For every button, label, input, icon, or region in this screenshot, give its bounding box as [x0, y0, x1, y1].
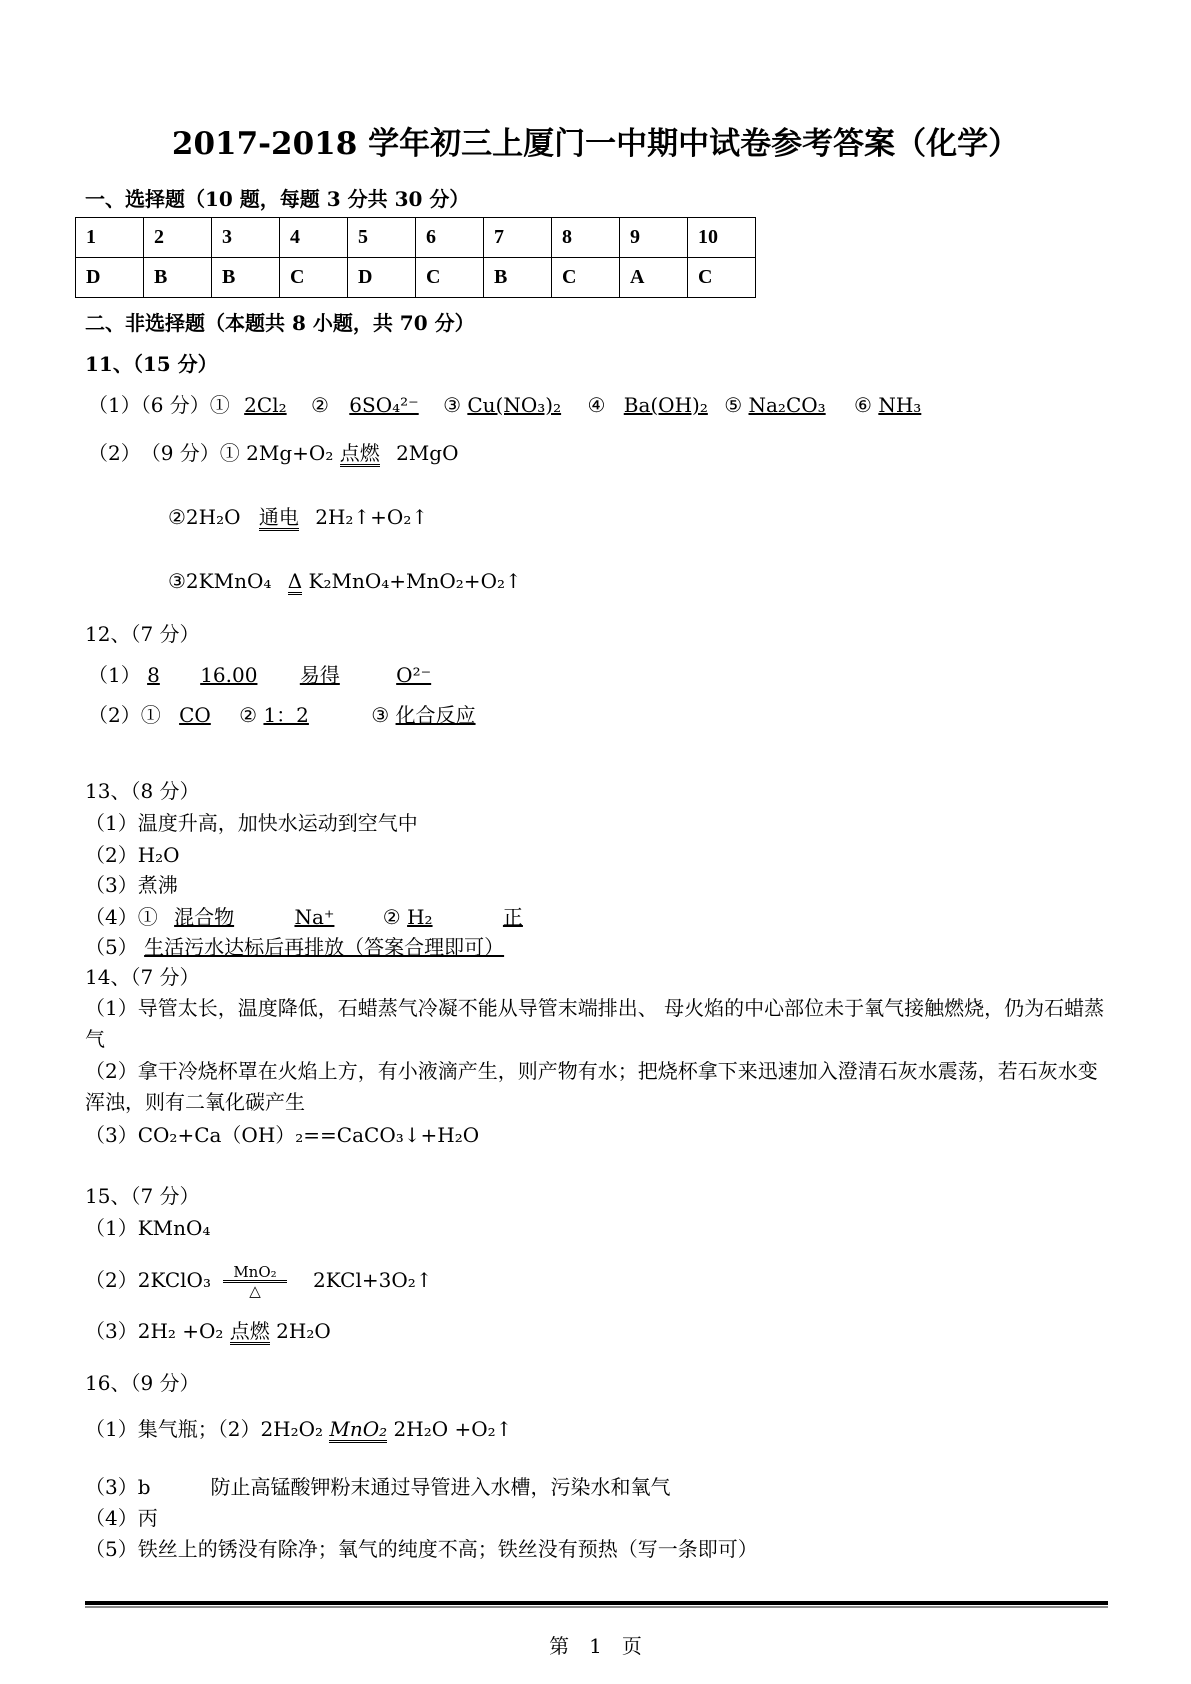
q11-answer-d: Ba(OH)₂: [623, 393, 708, 417]
q15-eq-condition: [223, 1264, 286, 1299]
answer-cell: C: [416, 258, 484, 298]
q13-answer-sewage: 生活污水达标后再排放（答案合理即可）: [144, 935, 505, 959]
question-number-cell: 10: [688, 218, 756, 258]
q15-eq3-reactants: （3）2H₂ +O₂: [85, 1319, 224, 1343]
answer-table-number-row: [76, 218, 756, 258]
q11-eq2-condition: 通电: [258, 505, 299, 529]
q11-answer-b: 6SO₄²⁻: [349, 393, 419, 417]
q16-line5: （5）铁丝上的锈没有除净；氧气的纯度不高；铁丝没有预热（写一条即可）: [85, 1537, 758, 1561]
q16-eq-reactants: （1）集气瓶；（2）2H₂O₂: [85, 1417, 324, 1441]
q15-eq3-condition: 点燃: [229, 1319, 270, 1343]
answer-cell: A: [620, 258, 688, 298]
answer-cell: C: [552, 258, 620, 298]
q13-heading: 13、（8 分）: [85, 779, 200, 803]
q13-answer-na: Na⁺: [294, 905, 335, 929]
q11-answer-a: 2Cl₂: [244, 393, 287, 417]
q11-part1-lead: （1）（6 分）①: [88, 393, 230, 417]
answer-cell: B: [484, 258, 552, 298]
question-number-cell: 1: [76, 218, 144, 258]
q14-heading: 14、（7 分）: [85, 965, 200, 989]
q11-part2-eq3: [168, 568, 522, 595]
q11-eq1-products: 2MgO: [396, 441, 459, 465]
q11-eq1-reactants: （2） （9 分）① 2Mg+O₂: [88, 441, 334, 465]
q16-eq-products: 2H₂O +O₂↑: [393, 1417, 513, 1441]
q13-line1: （1）温度升高，加快水运动到空气中: [85, 811, 418, 835]
q11-eq3-products: K₂MnO₄+MnO₂+O₂↑: [308, 569, 522, 593]
q15-line2: [85, 1260, 433, 1300]
q12-heading: 12、（7 分）: [85, 622, 200, 646]
q11-mark-f: ⑥: [854, 393, 872, 417]
q15-line3: [85, 1318, 331, 1345]
q11-answer-f: NH₃: [878, 393, 922, 417]
answer-cell: C: [280, 258, 348, 298]
q12-part2: [88, 702, 476, 728]
answer-cell: C: [688, 258, 756, 298]
q15-line1: （1）KMnO₄: [85, 1216, 211, 1240]
q11-answer-c: Cu(NO₃)₂: [467, 393, 562, 417]
question-number-cell: 2: [144, 218, 212, 258]
q13-mark-c: ②: [382, 905, 401, 929]
q16-eq-catalyst: MnO₂: [329, 1417, 388, 1441]
q13-answer-mixture: 混合物: [174, 905, 235, 929]
q14-line2: （2）拿干冷烧杯罩在火焰上方，有小液滴产生，则产物有水；把烧杯拿下来迅速加入澄清石灰水震荡，若石灰水变浑浊，则有二氧化碳产生: [85, 1059, 1098, 1114]
q16-line4: （4）丙: [85, 1506, 158, 1530]
q12-part1-lead: （1）: [88, 663, 141, 687]
q13-line4-lead: （4）①: [85, 905, 158, 929]
footer-divider-shadow: [85, 1606, 1108, 1608]
q12-answer-b: 16.00: [200, 663, 258, 687]
question-number-cell: 5: [348, 218, 416, 258]
q14-line3: （3）CO₂+Ca（OH）₂==CaCO₃↓+H₂O: [85, 1123, 480, 1147]
question-number-cell: 7: [484, 218, 552, 258]
q12-part1: [88, 662, 431, 688]
q11-mark-d: ④: [587, 393, 606, 417]
q11-mark-c: ③: [443, 393, 461, 417]
q12-answer-c: 易得: [299, 663, 340, 687]
question-number-cell: 8: [552, 218, 620, 258]
section-2-heading: 二、非选择题（本题共 8 小题，共 70 分）: [85, 311, 475, 335]
question-number-cell: 6: [416, 218, 484, 258]
q12-answer-reaction-type: 化合反应: [395, 703, 476, 727]
answer-cell: D: [348, 258, 416, 298]
q13-line2: （2）H₂O: [85, 843, 180, 867]
page-title: 2017-2018 学年初三上厦门一中期中试卷参考答案（化学）: [171, 126, 1020, 162]
q11-eq3-condition: Δ: [287, 569, 303, 593]
q13-answer-positive: 正: [502, 905, 523, 929]
q11-heading: 11、（15 分）: [85, 352, 218, 376]
q16-line1: [85, 1416, 512, 1443]
q13-line5: [85, 934, 504, 960]
q15-eq-products: 2KCl+3O₂↑: [313, 1268, 433, 1292]
q15-eq3-products: 2H₂O: [276, 1319, 331, 1343]
question-number-cell: 9: [620, 218, 688, 258]
answer-table-answer-row: [76, 258, 756, 298]
q15-eq-heat: △: [249, 1282, 261, 1300]
q12-answer-a: 8: [147, 663, 160, 687]
q12-mark-b: ②: [239, 703, 258, 727]
q12-part2-lead: （2）①: [88, 703, 161, 727]
q13-line3: （3）煮沸: [85, 873, 178, 897]
footer-divider: [85, 1601, 1108, 1605]
answer-cell: B: [212, 258, 280, 298]
q12-answer-ratio: 1：2: [263, 703, 309, 727]
q16-heading: 16、（9 分）: [85, 1371, 200, 1395]
q12-answer-co: CO: [179, 703, 211, 727]
answer-cell: D: [76, 258, 144, 298]
q11-eq2-reactants: ②2H₂O: [168, 505, 241, 529]
q16-line3: （3）b 防止高锰酸钾粉末通过导管进入水槽，污染水和氧气: [85, 1475, 671, 1499]
q13-line5-lead: （5）: [85, 935, 138, 959]
q11-eq3-reactants: ③2KMnO₄: [168, 569, 272, 593]
q11-part1: [88, 392, 921, 418]
q12-mark-c: ③: [371, 703, 390, 727]
q15-heading: 15、（7 分）: [85, 1184, 200, 1208]
q13-answer-h2: H₂: [407, 905, 433, 929]
q11-eq1-condition: 点燃: [339, 441, 380, 465]
q14-line1: （1）导管太长，温度降低，石蜡蒸气冷凝不能从导管末端排出、 母火焰的中心部位未于氧气接触燃烧，仍为石蜡蒸气: [85, 996, 1105, 1051]
q15-eq-reactant: （2）2KClO₃: [85, 1268, 211, 1292]
q15-eq-catalyst: MnO₂: [223, 1264, 286, 1283]
q11-answer-e: Na₂CO₃: [748, 393, 826, 417]
q11-mark-e: ⑤: [724, 393, 743, 417]
question-number-cell: 4: [280, 218, 348, 258]
section-1-heading: 一、选择题（10 题，每题 3 分共 30 分）: [85, 187, 470, 211]
answer-table: [75, 217, 756, 298]
answer-cell: B: [144, 258, 212, 298]
q13-line4: [85, 904, 523, 930]
q11-part2-eq1: [88, 440, 458, 467]
question-number-cell: 3: [212, 218, 280, 258]
page-number: 第 1 页: [549, 1634, 642, 1658]
q12-answer-d: O²⁻: [396, 663, 432, 687]
q11-mark-b: ②: [310, 393, 329, 417]
q11-eq2-products: 2H₂↑+O₂↑: [315, 505, 429, 529]
q11-part2-eq2: [168, 504, 428, 531]
